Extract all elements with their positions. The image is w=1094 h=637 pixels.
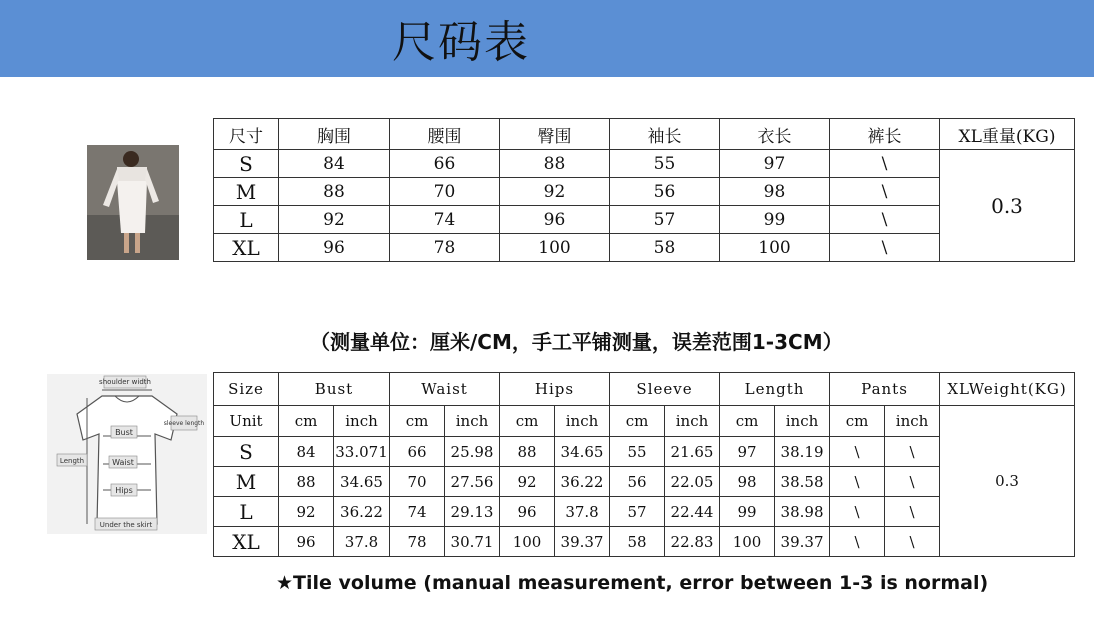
value-cell: 37.8 xyxy=(334,527,390,557)
value-cell: 92 xyxy=(279,497,334,527)
header-cell: Hips xyxy=(500,373,610,406)
unit-cell: inch xyxy=(334,406,390,437)
value-cell: 29.13 xyxy=(445,497,500,527)
value-cell: \ xyxy=(885,527,940,557)
unit-cell: cm xyxy=(279,406,334,437)
value-cell: 57 xyxy=(610,497,665,527)
measurement-note-cn: （测量单位：厘米/CM，手工平铺测量，误差范围1-3CM） xyxy=(310,330,843,354)
size-cell: L xyxy=(214,206,279,234)
sketch-label-sleeve: sleeve length xyxy=(163,420,205,427)
value-cell: 88 xyxy=(500,437,555,467)
value-cell: 56 xyxy=(610,467,665,497)
value-cell: 100 xyxy=(720,527,775,557)
header-cell: 胸围 xyxy=(279,119,390,150)
value-cell: \ xyxy=(885,437,940,467)
value-cell: 66 xyxy=(390,150,500,178)
header-cell: 袖长 xyxy=(610,119,720,150)
value-cell: 78 xyxy=(390,234,500,262)
value-cell: 78 xyxy=(390,527,445,557)
unit-cell: inch xyxy=(665,406,720,437)
size-table-en xyxy=(213,372,1075,557)
value-cell: 97 xyxy=(720,150,830,178)
unit-cell: inch xyxy=(775,406,830,437)
header-cell: Waist xyxy=(390,373,500,406)
header-cell: Pants xyxy=(830,373,940,406)
value-cell: 88 xyxy=(500,150,610,178)
size-cell: M xyxy=(214,178,279,206)
value-cell: 25.98 xyxy=(445,437,500,467)
value-cell: \ xyxy=(830,437,885,467)
value-cell: 39.37 xyxy=(555,527,610,557)
sketch-label-hips: Hips xyxy=(115,486,133,495)
value-cell: 96 xyxy=(500,206,610,234)
value-cell: 58 xyxy=(610,527,665,557)
value-cell: 100 xyxy=(500,527,555,557)
value-cell: 100 xyxy=(720,234,830,262)
value-cell: \ xyxy=(830,467,885,497)
value-cell: 22.44 xyxy=(665,497,720,527)
size-cell: XL xyxy=(214,527,279,557)
value-cell: \ xyxy=(830,206,940,234)
value-cell: \ xyxy=(830,178,940,206)
value-cell: 99 xyxy=(720,497,775,527)
value-cell: 55 xyxy=(610,437,665,467)
size-cell: XL xyxy=(214,234,279,262)
sketch-label-length: Length xyxy=(59,457,85,465)
value-cell: 74 xyxy=(390,206,500,234)
value-cell: 38.58 xyxy=(775,467,830,497)
value-cell: 33.071 xyxy=(334,437,390,467)
value-cell: 34.65 xyxy=(555,437,610,467)
value-cell: 38.98 xyxy=(775,497,830,527)
value-cell: 70 xyxy=(390,178,500,206)
sketch-label-waist: Waist xyxy=(112,458,134,467)
weight-cell: 0.3 xyxy=(940,150,1075,262)
value-cell: 34.65 xyxy=(334,467,390,497)
header-cell: Bust xyxy=(279,373,390,406)
value-cell: 96 xyxy=(500,497,555,527)
header-cell: XLWeight(KG) xyxy=(940,373,1075,406)
value-cell: \ xyxy=(830,234,940,262)
header-cell: XL重量(KG) xyxy=(940,119,1075,150)
size-table-cn xyxy=(213,118,1075,262)
value-cell: 36.22 xyxy=(334,497,390,527)
unit-cell: cm xyxy=(610,406,665,437)
value-cell: 56 xyxy=(610,178,720,206)
unit-cell: cm xyxy=(830,406,885,437)
unit-cell: inch xyxy=(885,406,940,437)
unit-row xyxy=(214,406,1075,437)
unit-cell: cm xyxy=(390,406,445,437)
model-photo xyxy=(87,145,179,260)
header-cell: 衣长 xyxy=(720,119,830,150)
value-cell: \ xyxy=(830,150,940,178)
header-cell: Size xyxy=(214,373,279,406)
value-cell: 36.22 xyxy=(555,467,610,497)
value-cell: 39.37 xyxy=(775,527,830,557)
unit-cell: inch xyxy=(555,406,610,437)
value-cell: 37.8 xyxy=(555,497,610,527)
header-cell: Sleeve xyxy=(610,373,720,406)
value-cell: 21.65 xyxy=(665,437,720,467)
value-cell: 96 xyxy=(279,234,390,262)
sketch-label-shoulder: shoulder width xyxy=(99,378,151,386)
value-cell: 97 xyxy=(720,437,775,467)
value-cell: 66 xyxy=(390,437,445,467)
value-cell: \ xyxy=(830,527,885,557)
value-cell: \ xyxy=(885,497,940,527)
value-cell: 100 xyxy=(500,234,610,262)
header-cell: 腰围 xyxy=(390,119,500,150)
value-cell: 92 xyxy=(500,467,555,497)
value-cell: \ xyxy=(830,497,885,527)
header-cell: 臀围 xyxy=(500,119,610,150)
value-cell: 38.19 xyxy=(775,437,830,467)
unit-cell: cm xyxy=(720,406,775,437)
value-cell: 96 xyxy=(279,527,334,557)
value-cell: 92 xyxy=(279,206,390,234)
value-cell: 74 xyxy=(390,497,445,527)
header-cell: 裤长 xyxy=(830,119,940,150)
header-banner xyxy=(0,0,1094,77)
value-cell: 88 xyxy=(279,178,390,206)
size-cell: S xyxy=(214,437,279,467)
sketch-label-under: Under the skirt xyxy=(99,521,153,529)
value-cell: 27.56 xyxy=(445,467,500,497)
page-title: 尺码表 xyxy=(392,17,530,68)
value-cell: 22.83 xyxy=(665,527,720,557)
value-cell: 99 xyxy=(720,206,830,234)
value-cell: 70 xyxy=(390,467,445,497)
header-cell: Length xyxy=(720,373,830,406)
weight-cell: 0.3 xyxy=(940,406,1075,557)
garment-measurement-sketch xyxy=(47,374,207,534)
value-cell: \ xyxy=(885,467,940,497)
size-cell: L xyxy=(214,497,279,527)
unit-cell: cm xyxy=(500,406,555,437)
unit-label: Unit xyxy=(214,406,279,437)
unit-cell: inch xyxy=(445,406,500,437)
measurement-note-en: ★Tile volume (manual measurement, error between 1-3 is normal) xyxy=(276,572,989,594)
value-cell: 92 xyxy=(500,178,610,206)
value-cell: 98 xyxy=(720,178,830,206)
value-cell: 55 xyxy=(610,150,720,178)
table-row xyxy=(214,150,1075,178)
size-cell: M xyxy=(214,467,279,497)
value-cell: 58 xyxy=(610,234,720,262)
sketch-label-bust: Bust xyxy=(115,428,133,437)
value-cell: 88 xyxy=(279,467,334,497)
value-cell: 22.05 xyxy=(665,467,720,497)
value-cell: 84 xyxy=(279,437,334,467)
value-cell: 30.71 xyxy=(445,527,500,557)
header-cell: 尺寸 xyxy=(214,119,279,150)
value-cell: 98 xyxy=(720,467,775,497)
table-header-row xyxy=(214,373,1075,406)
value-cell: 84 xyxy=(279,150,390,178)
size-cell: S xyxy=(214,150,279,178)
table-header-row xyxy=(214,119,1075,150)
value-cell: 57 xyxy=(610,206,720,234)
